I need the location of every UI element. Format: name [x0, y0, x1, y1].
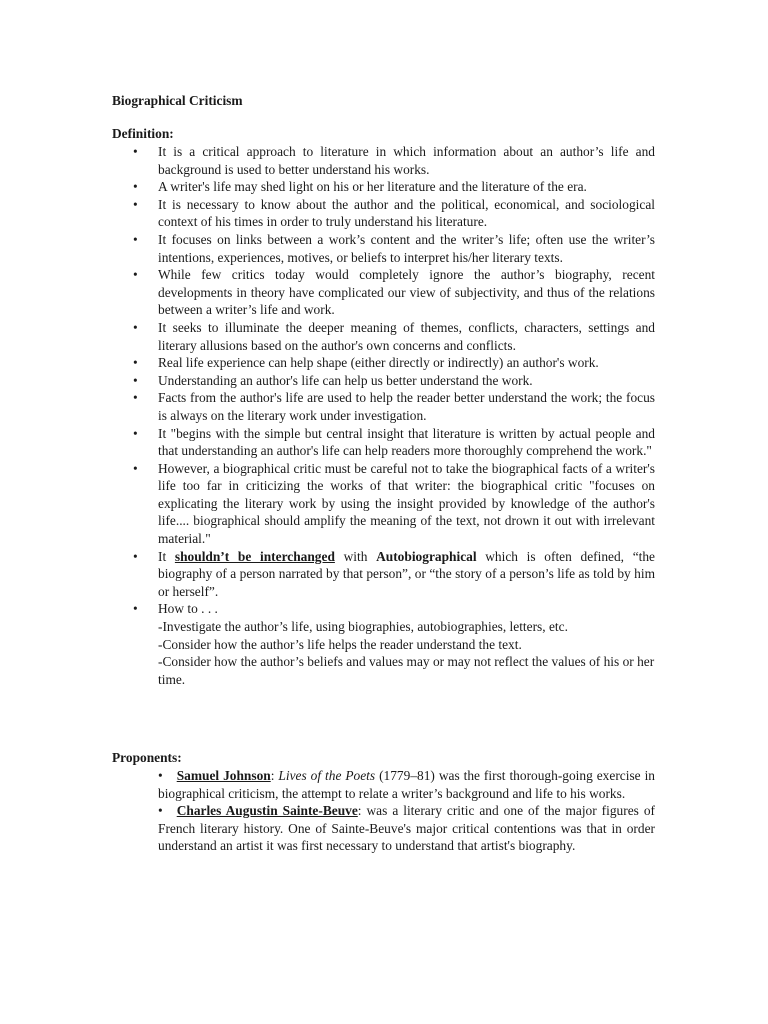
bullet-icon: •: [133, 179, 138, 195]
list-item-text: While few critics today would completely ignore the author’s biography, recent developments in theory have complicated our view of subjectivity, and thus of the relations between a writer’s life and work.: [158, 267, 655, 318]
interchange-with: with: [343, 548, 368, 564]
list-item-text: It is a critical approach to literature in which information about an author’s life and background is used to better understand his works.: [158, 144, 655, 177]
list-item-text: It seeks to illuminate the deeper meaning of themes, conflicts, characters, settings and literary allusions based on the author's own concerns and conflicts.: [158, 319, 655, 353]
bullet-icon: •: [133, 548, 138, 564]
list-item: [0, 372, 655, 390]
list-item: [0, 178, 655, 196]
bullet-icon: •: [158, 768, 163, 783]
howto-step: -Consider how the author’s beliefs and values may or may not reflect the values of his or her time.: [158, 654, 655, 687]
list-item: [0, 460, 655, 548]
list-item-text: However, a biographical critic must be careful not to take the biographical facts of a writer's life too far in criticizing the works of that writer: the biographical critic "focuses on explicating the literary work by using the insight provided by knowledge of the author's life.... biographical should amplify the meaning of the text, not drown it out with irrelevant material.": [158, 460, 655, 547]
bullet-icon: •: [133, 144, 138, 159]
howto-label: How to . . .: [158, 601, 218, 617]
list-item: [0, 425, 655, 460]
list-item: [0, 231, 655, 266]
proponent-text: (1779–81) was the first thorough-going exercise in biographical criticism, the attempt to relate a writer’s background and life to his works.: [158, 768, 655, 801]
bullet-icon: •: [133, 460, 138, 476]
bullet-icon: •: [133, 231, 138, 247]
list-item-text: It is necessary to know about the author and the political, economical, and sociological context of his times in order to truly understand his literature.: [158, 196, 655, 230]
proponent-colon: :: [357, 803, 362, 819]
interchange-prefix: It: [158, 548, 167, 564]
proponents-list: [0, 767, 655, 855]
list-item: [0, 354, 655, 372]
list-item: [0, 196, 655, 231]
proponent-name: Samuel Johnson: [176, 768, 271, 783]
list-item-interchange: [0, 548, 655, 601]
proponent-name: Charles Augustin Sainte-Beuve: [176, 803, 358, 819]
list-item-text: A writer's life may shed light on his or her literature and the literature of the era.: [158, 179, 587, 195]
proponent-item: [0, 767, 655, 802]
list-item-text: Understanding an author's life can help us better understand the work.: [158, 372, 533, 388]
bullet-icon: •: [133, 355, 138, 371]
bullet-icon: •: [158, 803, 163, 819]
bullet-icon: •: [133, 319, 138, 335]
bullet-icon: •: [133, 196, 138, 212]
interchange-rest: which is often defined, “the biography of a person narrated by that person”, or “the story of a person’s life as told by him or herself”.: [158, 548, 655, 599]
proponent-item: [0, 802, 655, 855]
list-item-text: It focuses on links between a work’s content and the writer’s life; often use the writer’s intentions, experiences, motives, or beliefs to interpret his/her literary texts.: [158, 231, 655, 265]
proponent-colon: :: [270, 768, 275, 783]
document-title: Biographical Criticism: [112, 93, 243, 108]
bullet-icon: •: [133, 267, 138, 283]
list-item: [0, 319, 655, 354]
list-item-howto: [0, 600, 655, 688]
proponent-text: was a literary critic and one of the major figures of French literary history. One of Sainte-Beuve's major critical contentions was that in order understand an artist it was first necessary to understand that artist's biography.: [158, 803, 655, 854]
definition-heading: Definition:: [112, 126, 174, 141]
list-item: [0, 389, 655, 424]
interchange-emphasis: shouldn’t be interchanged: [174, 548, 335, 564]
list-item: [0, 266, 655, 319]
howto-step: -Consider how the author’s life helps the reader understand the text.: [158, 636, 522, 652]
bullet-icon: •: [133, 601, 138, 617]
bullet-icon: •: [133, 372, 138, 388]
bullet-icon: •: [133, 390, 138, 406]
list-item: [0, 143, 655, 178]
list-item-text: Real life experience can help shape (either directly or indirectly) an author's work.: [158, 355, 599, 371]
list-item-text: Facts from the author's life are used to help the reader better understand the work; the focus is always on the literary work under investigation.: [158, 390, 655, 423]
proponent-work: Lives of the Poets: [278, 768, 376, 783]
list-item-text: It "begins with the simple but central insight that literature is written by actual people and that understanding an author's life can help readers more thoroughly comprehend the work.": [158, 425, 655, 459]
bullet-icon: •: [133, 425, 138, 441]
interchange-term: Autobiographical: [376, 548, 477, 564]
howto-step: -Investigate the author’s life, using biographies, autobiographies, letters, etc.: [158, 619, 568, 635]
proponents-heading: Proponents:: [112, 750, 182, 765]
definition-list: [0, 143, 655, 688]
